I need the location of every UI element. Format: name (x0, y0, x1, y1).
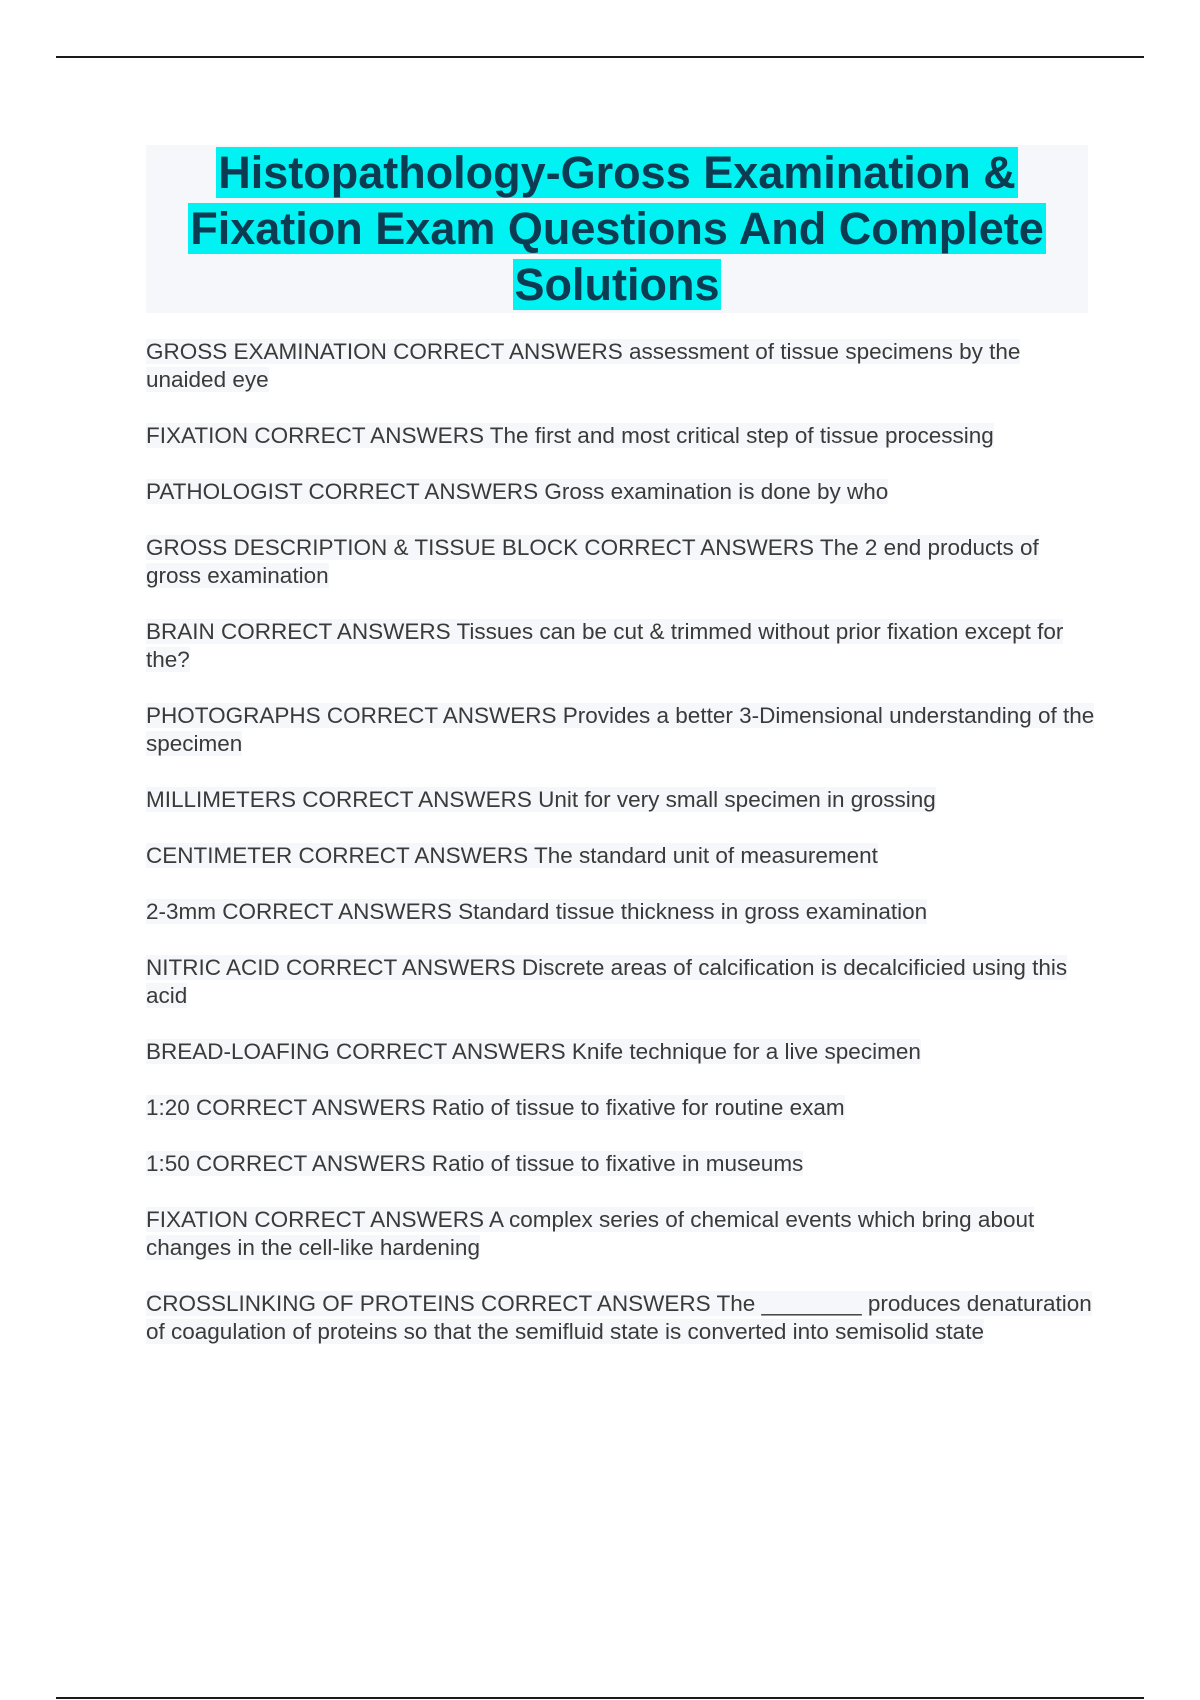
list-item (146, 842, 1096, 870)
list-item (146, 1150, 1096, 1178)
qa-text: GROSS EXAMINATION CORRECT ANSWERS assessment of tissue specimens by the unaided eye (146, 339, 1021, 392)
list-item (146, 702, 1096, 758)
list-item (146, 1206, 1096, 1262)
qa-text: FIXATION CORRECT ANSWERS A complex series of chemical events which bring about changes in the cell-like hardening (146, 1207, 1035, 1260)
qa-text: CENTIMETER CORRECT ANSWERS The standard unit of measurement (146, 843, 878, 868)
qa-text: BRAIN CORRECT ANSWERS Tissues can be cut & trimmed without prior fixation except for the? (146, 619, 1064, 672)
list-item (146, 1290, 1096, 1346)
qa-text: 1:20 CORRECT ANSWERS Ratio of tissue to fixative for routine exam (146, 1095, 845, 1120)
list-item (146, 1038, 1096, 1066)
qa-text: PHOTOGRAPHS CORRECT ANSWERS Provides a better 3-Dimensional understanding of the specimen (146, 703, 1095, 756)
list-item (146, 1094, 1096, 1122)
qa-text: MILLIMETERS CORRECT ANSWERS Unit for very small specimen in grossing (146, 787, 936, 812)
qa-text: FIXATION CORRECT ANSWERS The first and most critical step of tissue processing (146, 423, 994, 448)
qa-text: BREAD-LOAFING CORRECT ANSWERS Knife technique for a live specimen (146, 1039, 921, 1064)
list-item (146, 954, 1096, 1010)
document-title (146, 145, 1088, 313)
document-title-text: Histopathology-Gross Examination & Fixation Exam Questions And Complete Solutions (190, 147, 1044, 310)
qa-list (146, 338, 1096, 1374)
qa-text: PATHOLOGIST CORRECT ANSWERS Gross examination is done by who (146, 479, 889, 504)
qa-text: CROSSLINKING OF PROTEINS CORRECT ANSWERS The ________ produces denaturation of coagulation of proteins so that the semifluid state is converted into semisolid state (146, 1291, 1092, 1344)
list-item (146, 618, 1096, 674)
list-item (146, 898, 1096, 926)
list-item (146, 478, 1096, 506)
list-item (146, 338, 1096, 394)
qa-text: 2-3mm CORRECT ANSWERS Standard tissue thickness in gross examination (146, 899, 928, 924)
list-item (146, 534, 1096, 590)
qa-text: NITRIC ACID CORRECT ANSWERS Discrete areas of calcification is decalcificied using this acid (146, 955, 1068, 1008)
list-item (146, 422, 1096, 450)
header-rule (56, 56, 1144, 58)
list-item (146, 786, 1096, 814)
qa-text: 1:50 CORRECT ANSWERS Ratio of tissue to fixative in museums (146, 1151, 804, 1176)
title-block (146, 145, 1088, 313)
qa-text: GROSS DESCRIPTION & TISSUE BLOCK CORRECT ANSWERS The 2 end products of gross examination (146, 535, 1039, 588)
footer-rule (56, 1697, 1144, 1699)
